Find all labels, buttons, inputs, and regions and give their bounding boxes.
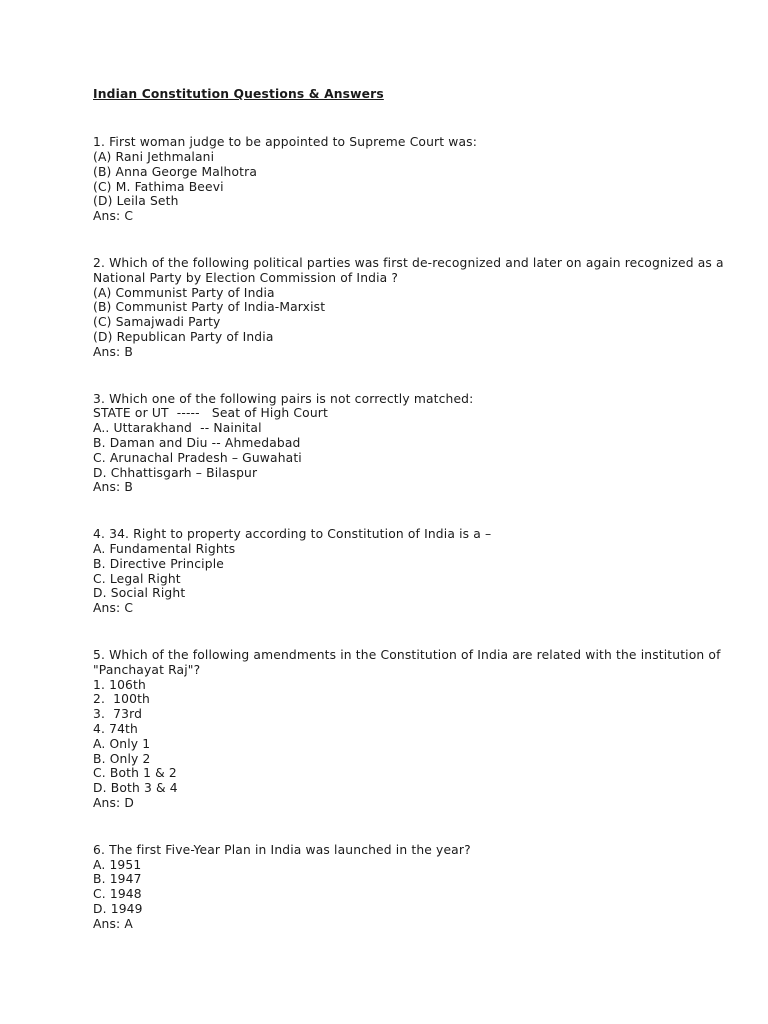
document-page	[93, 87, 733, 964]
option-c: (C) Samajwadi Party	[93, 315, 221, 330]
question-text: 6. The first Five-Year Plan in India was launched in the year?	[93, 842, 471, 857]
table-header-line: STATE or UT ----- Seat of High Court	[93, 406, 328, 421]
question-text: 3. Which one of the following pairs is not correctly matched:	[93, 391, 474, 406]
option-c: C. Both 1 & 2	[93, 766, 177, 781]
option-c: C. 1948	[93, 887, 142, 902]
option-a: A. Fundamental Rights	[93, 542, 236, 557]
option-b: B. Daman and Diu -- Ahmedabad	[93, 436, 301, 451]
answer: Ans: B	[93, 480, 134, 495]
option-a: (A) Communist Party of India	[93, 285, 275, 300]
option-b: B. 1947	[93, 872, 142, 887]
option-d: D. Chhattisgarh – Bilaspur	[93, 465, 258, 480]
list-item: 1. 106th	[93, 677, 146, 692]
answer: Ans: C	[93, 209, 134, 224]
question-3	[93, 392, 733, 496]
option-b: B. Only 2	[93, 751, 151, 766]
question-4	[93, 527, 733, 616]
question-text: 2. Which of the following political parties was first de-recognized and later on again recognized as a National Party by Election Commission of India ?	[93, 256, 728, 285]
question-6	[93, 843, 733, 932]
option-b: (B) Anna George Malhotra	[93, 164, 258, 179]
question-5	[93, 648, 733, 811]
option-d: (D) Republican Party of India	[93, 330, 274, 345]
option-c: C. Arunachal Pradesh – Guwahati	[93, 450, 302, 465]
option-d: D. Social Right	[93, 586, 186, 601]
option-c: C. Legal Right	[93, 571, 181, 586]
option-b: B. Directive Principle	[93, 556, 224, 571]
question-1	[93, 135, 733, 224]
option-d: D. 1949	[93, 901, 143, 916]
question-text: 4. 34. Right to property according to Constitution of India is a –	[93, 527, 492, 542]
document-title: Indian Constitution Questions & Answers	[93, 87, 384, 101]
option-a: A. 1951	[93, 857, 142, 872]
list-item: 4. 74th	[93, 722, 138, 736]
option-a: A.. Uttarakhand -- Nainital	[93, 421, 262, 436]
option-d: D. Both 3 & 4	[93, 781, 178, 796]
option-a: A. Only 1	[93, 736, 151, 751]
option-d: (D) Leila Seth	[93, 194, 179, 209]
list-item: 3. 73rd	[93, 707, 143, 722]
answer: Ans: C	[93, 601, 134, 616]
option-a: (A) Rani Jethmalani	[93, 150, 215, 165]
answer: Ans: A	[93, 916, 133, 931]
question-text: 1. First woman judge to be appointed to Supreme Court was:	[93, 135, 478, 150]
option-b: (B) Communist Party of India-Marxist	[93, 300, 326, 315]
question-text: 5. Which of the following amendments in the Constitution of India are related with the institution of "Panchayat Raj"?	[93, 648, 725, 677]
list-item: 2. 100th	[93, 692, 150, 707]
answer: Ans: D	[93, 795, 135, 810]
option-c: (C) M. Fathima Beevi	[93, 179, 224, 194]
answer: Ans: B	[93, 344, 134, 359]
question-2	[93, 256, 733, 360]
